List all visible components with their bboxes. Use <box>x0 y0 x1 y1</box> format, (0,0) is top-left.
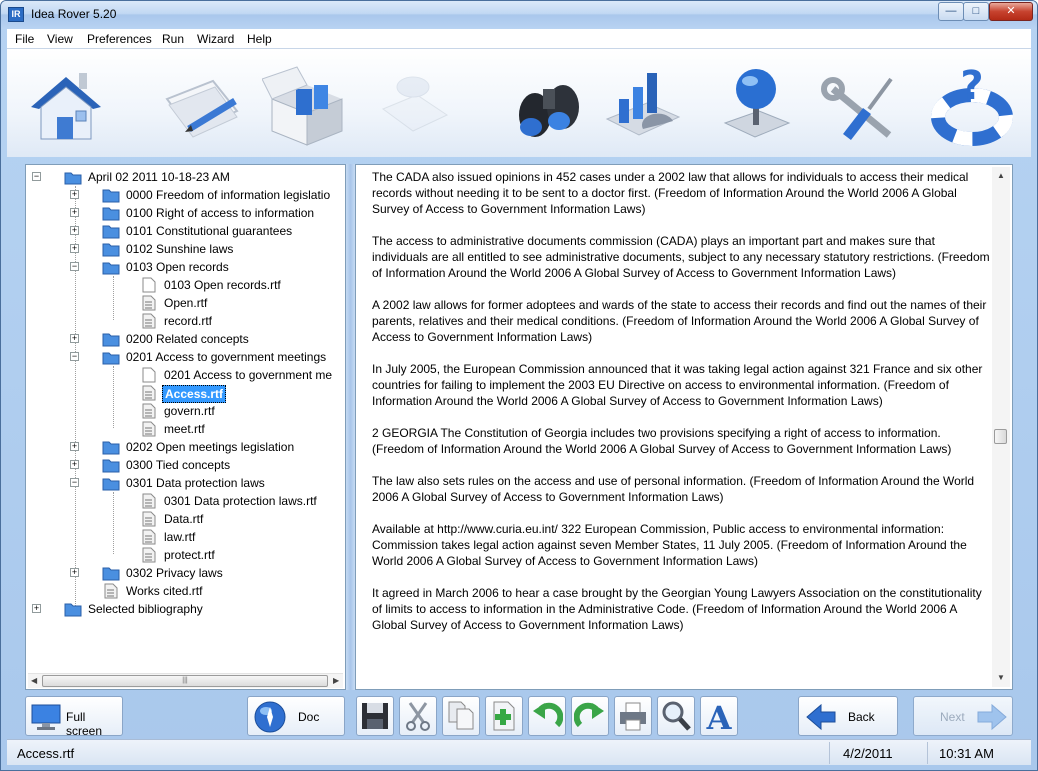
next-button[interactable] <box>913 696 1013 736</box>
tree-label: 0302 Privacy laws <box>126 566 223 580</box>
full-screen-button[interactable] <box>25 696 123 736</box>
tree-label: 0300 Tied concepts <box>126 458 231 472</box>
collapse-toggle[interactable]: − <box>33 171 40 181</box>
rtf-document-icon <box>140 493 158 509</box>
print-button[interactable] <box>614 696 652 736</box>
expand-toggle[interactable]: + <box>71 459 78 469</box>
document-paragraph: It agreed in March 2006 to hear a case brought by the Georgian Young Lawyers Association on the constitutionality of limits to access to information in the Administrative Code. (Freedom of Information Around the World 2006 A Global Survey of Access to Government Information Laws) <box>372 586 982 632</box>
undo-button[interactable] <box>528 696 566 736</box>
redo-icon <box>574 699 606 733</box>
tree-label: 0101 Constitutional guarantees <box>126 224 293 238</box>
menu-file[interactable]: File <box>15 32 35 46</box>
folder-icon <box>102 565 120 581</box>
folder-icon <box>102 205 120 221</box>
scrollbar-thumb[interactable] <box>994 429 1007 444</box>
font-icon <box>703 699 735 733</box>
notepad-pencil-icon[interactable] <box>155 59 245 149</box>
expand-toggle[interactable]: + <box>71 189 78 199</box>
document-icon <box>140 367 158 383</box>
tree-label: Selected bibliography <box>88 602 203 616</box>
tools-icon[interactable] <box>819 59 909 149</box>
tree-item[interactable] <box>70 240 346 258</box>
tree-item[interactable] <box>70 474 346 492</box>
expand-toggle[interactable]: + <box>71 333 78 343</box>
tree-label: 0202 Open meetings legislation <box>126 440 295 454</box>
status-separator <box>927 742 928 764</box>
rtf-document-icon <box>140 511 158 527</box>
tree-item[interactable] <box>32 600 346 618</box>
find-button[interactable] <box>657 696 695 736</box>
tree-item[interactable] <box>70 564 346 582</box>
tree-item-file[interactable] <box>70 582 346 600</box>
tree-label: Works cited.rtf <box>126 584 203 598</box>
tree-label: 0100 Right of access to information <box>126 206 315 220</box>
home-icon[interactable] <box>21 59 111 149</box>
scrollbar-thumb[interactable]: ||| <box>42 675 328 687</box>
back-label: Back <box>848 710 875 724</box>
folder-open-icon <box>102 475 120 491</box>
window-title: Idea Rover 5.20 <box>31 7 117 21</box>
tree-item-file[interactable] <box>114 402 346 420</box>
document-vertical-scrollbar[interactable] <box>992 167 1010 687</box>
blank-document-icon[interactable] <box>369 59 459 149</box>
collapse-toggle[interactable]: − <box>71 261 78 271</box>
tree-item-file[interactable] <box>114 276 346 294</box>
tree-label: 0301 Data protection laws.rtf <box>164 494 317 508</box>
scroll-up-icon[interactable]: ▲ <box>997 171 1005 180</box>
tree-label: 0103 Open records.rtf <box>164 278 281 292</box>
menu-preferences[interactable]: Preferences <box>87 32 152 46</box>
print-icon <box>617 699 649 733</box>
tree-item[interactable] <box>70 258 346 276</box>
folder-icon <box>102 187 120 203</box>
folder-open-icon <box>102 259 120 275</box>
tree-label: 0301 Data protection laws <box>126 476 265 490</box>
tree-item-root[interactable] <box>32 168 346 186</box>
lifebuoy-help-icon[interactable] <box>927 59 1017 149</box>
collapse-toggle[interactable]: − <box>71 351 78 361</box>
tree-item[interactable] <box>70 204 346 222</box>
document-paragraph: In July 2005, the European Commission announced that it was taking legal action against 321 France and six other countries for failing to implement the 2003 EU Directive on access to environmental information. (Freedom of Information Around the World 2006 A Global Survey of Access to Government Information Laws) <box>372 362 983 408</box>
tree-item-file[interactable] <box>114 366 346 384</box>
copy-button[interactable] <box>442 696 480 736</box>
document-paragraph: The law also sets rules on the access and use of personal information. (Freedom of Information Around the World 2006 A Global Survey of Access to Government Information Laws) <box>372 474 975 504</box>
magnifier-icon <box>660 699 692 733</box>
status-bar <box>7 739 1031 765</box>
scroll-left-icon[interactable]: ◀ <box>31 676 38 685</box>
collapse-toggle[interactable]: − <box>71 477 78 487</box>
close-button[interactable]: ✕ <box>989 2 1033 21</box>
folder-icon <box>102 241 120 257</box>
open-box-icon[interactable] <box>262 59 352 149</box>
rtf-document-icon <box>140 313 158 329</box>
tree-item[interactable] <box>70 330 346 348</box>
expand-toggle[interactable]: + <box>71 441 78 451</box>
add-document-icon <box>488 699 520 733</box>
redo-button[interactable] <box>571 696 609 736</box>
title-bar <box>1 1 1037 29</box>
scroll-right-icon[interactable]: ▶ <box>333 676 340 685</box>
document-paragraph: The access to administrative documents commission (CADA) plays an important part and makes sure that individuals are all entitled to see administrative documents, subject to any necessary statutory restrictions. (Freedom of Information Around the World 2006 A Global Survey of Access to Government Information Laws) <box>372 234 990 280</box>
tree-label: 0000 Freedom of information legislatio <box>126 188 331 202</box>
rtf-document-icon <box>140 403 158 419</box>
status-separator <box>829 742 830 764</box>
tree-item-file[interactable] <box>114 294 346 312</box>
minimize-button[interactable]: — <box>938 2 964 21</box>
expand-toggle[interactable]: + <box>71 225 78 235</box>
back-button[interactable] <box>798 696 898 736</box>
document-paragraph: A 2002 law allows for former adoptees and wards of the state to access their records and find out the names of their parents, relatives and their medical conditions. (Freedom of Information Around the World 2006 A Global Survey of Access to Government Information Laws) <box>372 298 987 344</box>
globe-joystick-icon[interactable] <box>711 59 801 149</box>
tree-horizontal-scrollbar[interactable] <box>28 673 343 688</box>
cut-button[interactable] <box>399 696 437 736</box>
folder-icon <box>102 223 120 239</box>
tree-item[interactable] <box>70 438 346 456</box>
status-date: 4/2/2011 <box>843 746 893 761</box>
menu-wizard[interactable]: Wizard <box>197 32 235 46</box>
add-document-button[interactable] <box>485 696 523 736</box>
expand-toggle[interactable]: + <box>33 603 40 613</box>
compass-globe-icon <box>253 700 287 734</box>
next-label: Next <box>940 710 965 724</box>
status-current-file: Access.rtf <box>17 746 75 761</box>
rtf-document-icon <box>140 295 158 311</box>
maximize-button[interactable]: □ <box>963 2 989 21</box>
tree-item-file[interactable] <box>114 546 346 564</box>
tree-label: Access.rtf <box>162 385 226 403</box>
tree-label: Data.rtf <box>164 512 204 526</box>
expand-toggle[interactable]: + <box>71 243 78 253</box>
tree-label: law.rtf <box>164 530 196 544</box>
menu-bar <box>7 29 1031 49</box>
tree-item-file-selected[interactable] <box>114 384 346 402</box>
tree-label: protect.rtf <box>164 548 215 562</box>
folder-icon <box>102 439 120 455</box>
tree-label: record.rtf <box>164 314 213 328</box>
save-icon <box>359 699 391 733</box>
document-text[interactable] <box>372 169 992 649</box>
doc-label: Doc <box>298 710 320 724</box>
menu-view[interactable]: View <box>47 32 73 46</box>
main-toolbar <box>7 49 1031 157</box>
tree-item[interactable] <box>70 222 346 240</box>
tree-label: 0201 Access to government meetings <box>126 350 327 364</box>
tree-label: Open.rtf <box>164 296 208 310</box>
tree-label: 0201 Access to government me <box>164 368 333 382</box>
copy-icon <box>445 699 477 733</box>
tree-label: 0103 Open records <box>126 260 229 274</box>
tree-item-file[interactable] <box>114 528 346 546</box>
tree-label: govern.rtf <box>164 404 215 418</box>
save-button[interactable] <box>356 696 394 736</box>
document-paragraph: Available at http://www.curia.eu.int/ 322 European Commission, Public access to environmental information: Commission takes legal action against seven Member States, 11 July 2005. (Freedom of Information Around the World 2006 A Global Survey of Access to Government Information Laws) <box>372 522 967 568</box>
folder-tree[interactable] <box>25 164 346 690</box>
tree-label: April 02 2011 10-18-23 AM <box>88 170 230 184</box>
document-paragraph: The CADA also issued opinions in 452 cases under a 2002 law that allows for individuals to access their medical records without needing it to be sent to a doctor first. (Freedom of Information Around the World 2006 A Global Survey of Access to Government Information Laws) <box>372 170 969 216</box>
scissors-icon <box>402 699 434 733</box>
doc-button[interactable] <box>247 696 345 736</box>
folder-open-icon <box>102 349 120 365</box>
rtf-document-icon <box>140 529 158 545</box>
tree-item-file[interactable] <box>114 312 346 330</box>
menu-run[interactable]: Run <box>162 32 185 46</box>
document-paragraph: 2 GEORGIA The Constitution of Georgia includes two provisions specifying a right of access to information. (Freedom of Information Around the World 2006 A Global Survey of Access to Government Information Laws) <box>372 426 952 456</box>
status-time: 10:31 AM <box>939 746 994 761</box>
undo-icon <box>531 699 563 733</box>
monitor-icon <box>30 703 62 731</box>
tree-item-file[interactable] <box>114 492 346 510</box>
scroll-down-icon[interactable]: ▼ <box>997 673 1005 682</box>
tree-item[interactable] <box>70 456 346 474</box>
document-viewer[interactable] <box>355 164 1013 690</box>
rtf-document-icon <box>140 547 158 563</box>
tree-label: meet.rtf <box>164 422 205 436</box>
tree-item[interactable] <box>70 348 346 366</box>
tree-item-file[interactable] <box>114 510 346 528</box>
full-screen-label: Full screen <box>66 710 103 738</box>
app-logo-icon: IR <box>8 7 24 22</box>
bar-chart-icon[interactable] <box>597 59 687 149</box>
folder-open-icon <box>64 169 82 185</box>
svg-text:?: ? <box>960 63 984 109</box>
arrow-left-icon <box>805 703 837 731</box>
font-button[interactable] <box>700 696 738 736</box>
menu-help[interactable]: Help <box>247 32 272 46</box>
tree-item[interactable] <box>70 186 346 204</box>
tree-label: 0102 Sunshine laws <box>126 242 234 256</box>
pane-splitter[interactable] <box>346 164 355 690</box>
binoculars-icon[interactable] <box>503 59 593 149</box>
tree-item-file[interactable] <box>114 420 346 438</box>
rtf-document-icon <box>140 385 158 401</box>
folder-icon <box>102 457 120 473</box>
expand-toggle[interactable]: + <box>71 207 78 217</box>
rtf-document-icon <box>102 583 120 599</box>
document-icon <box>140 277 158 293</box>
folder-icon <box>64 601 82 617</box>
tree-label: 0200 Related concepts <box>126 332 249 346</box>
folder-icon <box>102 331 120 347</box>
rtf-document-icon <box>140 421 158 437</box>
svg-text:A: A <box>706 699 732 733</box>
arrow-right-icon <box>976 703 1008 731</box>
expand-toggle[interactable]: + <box>71 567 78 577</box>
